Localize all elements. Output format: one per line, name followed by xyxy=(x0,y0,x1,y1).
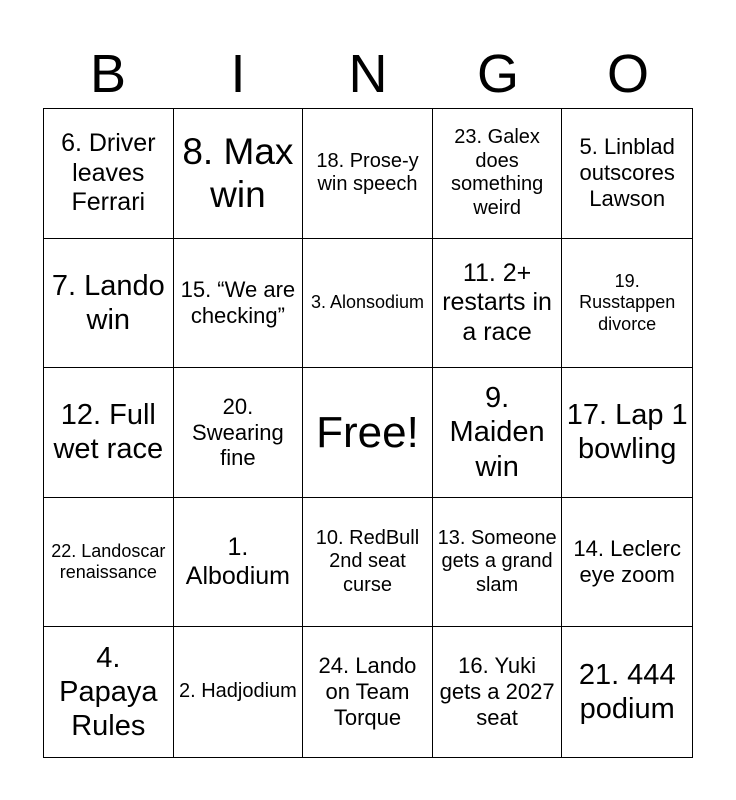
cell-text: 20. Swearing fine xyxy=(192,393,284,471)
bingo-cell xyxy=(562,627,692,757)
bingo-cell xyxy=(433,498,563,628)
cell-text: 6. Driver leaves Ferrari xyxy=(61,129,156,217)
cell-text: 16. Yuki gets a 2027 seat xyxy=(439,653,555,731)
cell-text: 12. Full wet race xyxy=(53,399,164,466)
bingo-cell xyxy=(174,239,304,369)
bingo-cell xyxy=(303,239,433,369)
bingo-cell xyxy=(44,368,174,498)
cell-text: 8. Max win xyxy=(182,130,294,216)
cell-text: 10. RedBull 2nd seat curse xyxy=(315,526,420,596)
cell-text: 21. 444 podium xyxy=(578,658,676,726)
bingo-board xyxy=(43,108,693,758)
cell-text: 23. Galex does something weird xyxy=(450,126,544,219)
cell-text: 22. Landoscar renaissance xyxy=(51,540,166,583)
cell-text: 24. Lando on Team Torque xyxy=(318,653,417,731)
cell-text: 5. Linblad outscores Lawson xyxy=(579,134,675,212)
bingo-cell xyxy=(174,627,304,757)
header-letter-i: I xyxy=(230,44,246,104)
bingo-cell xyxy=(562,498,692,628)
bingo-cell xyxy=(303,498,433,628)
bingo-cell xyxy=(433,627,563,757)
cell-text: 15. “We are checking” xyxy=(180,276,296,328)
bingo-cell xyxy=(562,239,692,369)
bingo-cell xyxy=(303,627,433,757)
cell-text: Free! xyxy=(316,407,419,457)
cell-text: 19. Russtappen divorce xyxy=(579,271,676,334)
bingo-cell xyxy=(174,498,304,628)
bingo-cell xyxy=(174,368,304,498)
bingo-cell xyxy=(44,239,174,369)
bingo-cell xyxy=(433,368,563,498)
bingo-cell xyxy=(44,109,174,239)
cell-text: 3. Alonsodium xyxy=(310,292,425,313)
cell-text: 9. Maiden win xyxy=(449,382,545,483)
bingo-cell xyxy=(44,627,174,757)
cell-text: 11. 2+ restarts in a race xyxy=(442,258,552,346)
cell-text: 2. Hadjodium xyxy=(178,680,297,703)
cell-text: 1. Albodium xyxy=(185,532,290,591)
header-letter-b: B xyxy=(89,44,127,104)
bingo-cell xyxy=(433,109,563,239)
bingo-cell xyxy=(44,498,174,628)
free-space xyxy=(303,368,433,498)
header-letter-n: N xyxy=(348,44,388,104)
bingo-header xyxy=(43,40,693,108)
bingo-cell xyxy=(562,109,692,239)
header-letter-g: G xyxy=(476,44,519,104)
cell-text: 17. Lap 1 bowling xyxy=(566,399,688,466)
cell-text: 14. Leclerc eye zoom xyxy=(573,536,681,588)
bingo-cell xyxy=(433,239,563,369)
bingo-cell xyxy=(562,368,692,498)
cell-text: 4. Papaya Rules xyxy=(59,641,158,743)
cell-text: 13. Someone gets a grand slam xyxy=(437,526,557,596)
cell-text: 7. Lando win xyxy=(51,269,165,336)
bingo-cell xyxy=(303,109,433,239)
bingo-cell xyxy=(174,109,304,239)
cell-text: 18. Prose-y win speech xyxy=(316,149,419,196)
header-letter-o: O xyxy=(606,44,649,104)
